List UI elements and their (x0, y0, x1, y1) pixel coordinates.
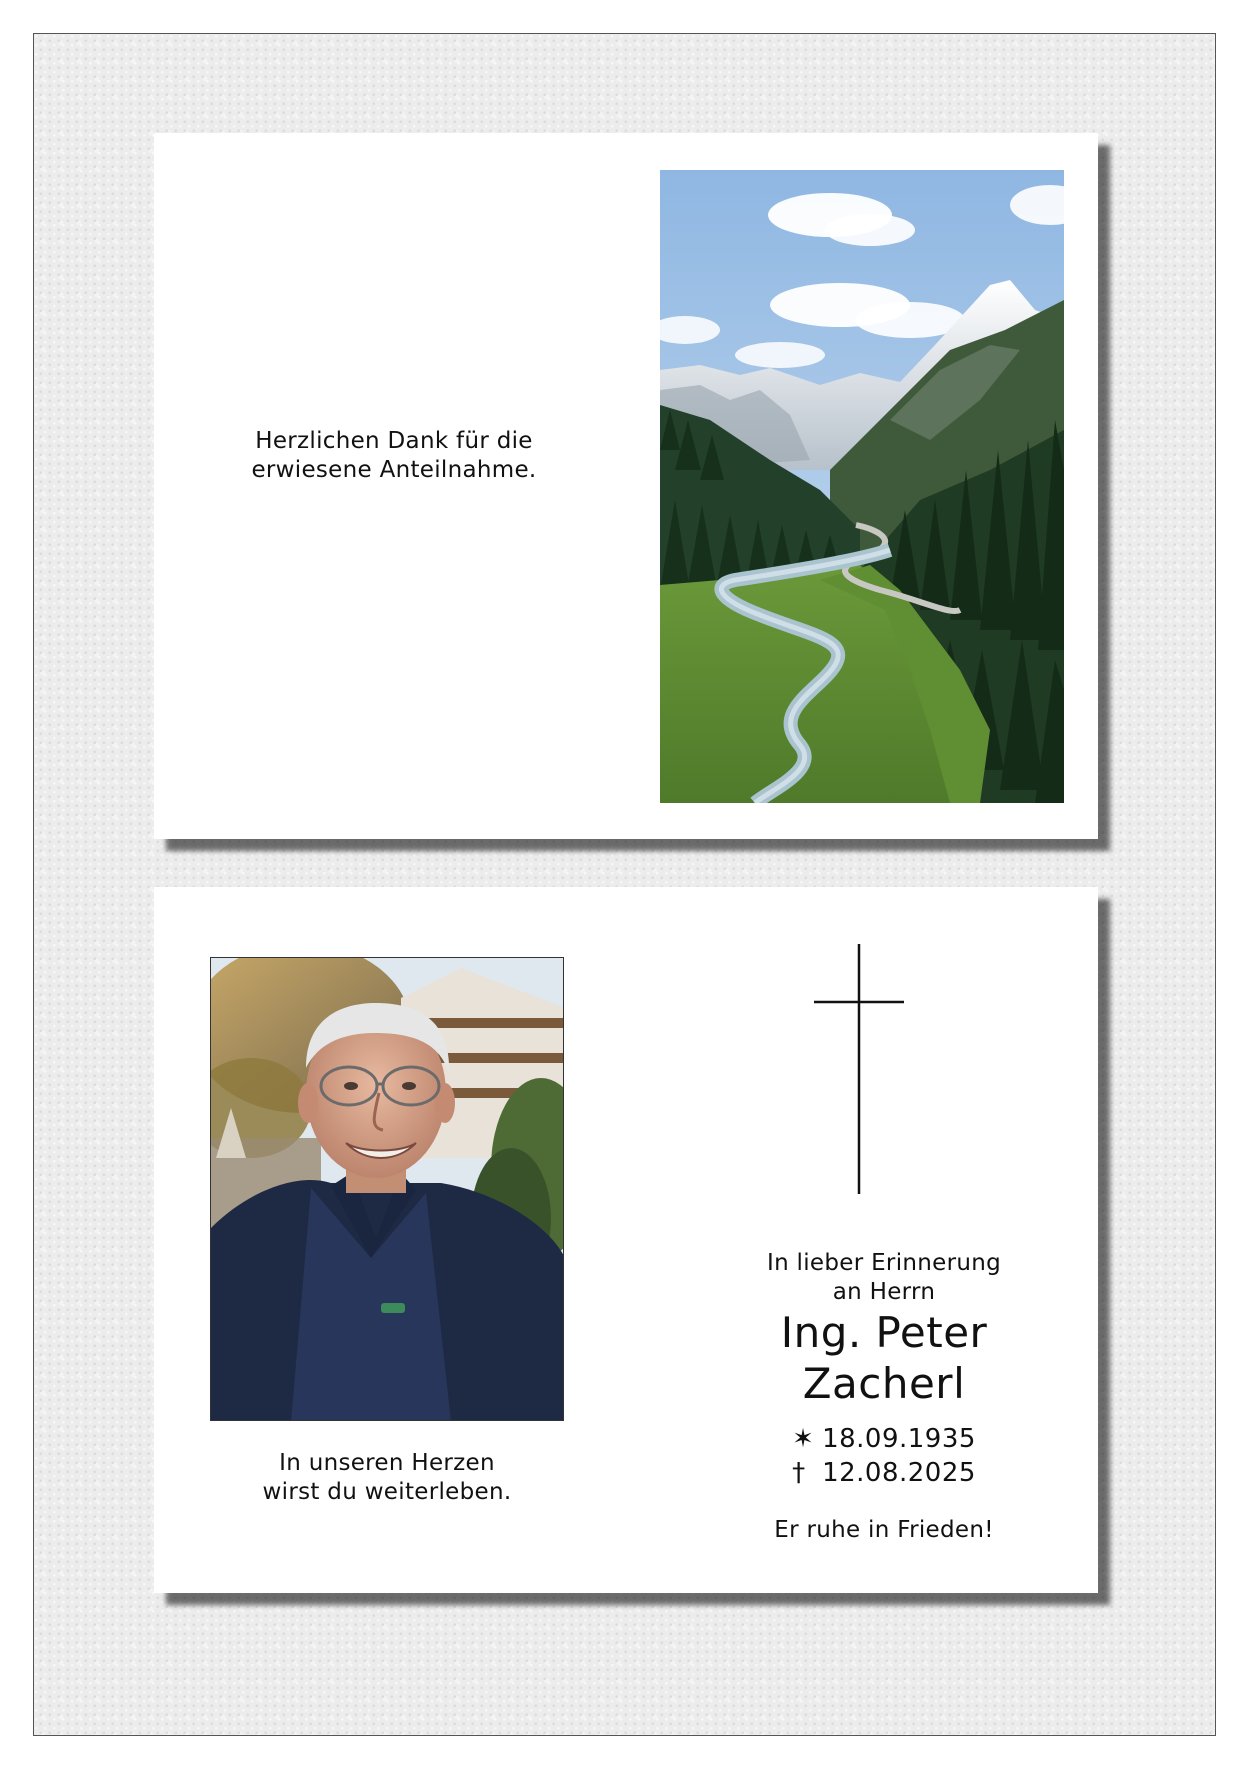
birth-row (694, 1422, 1074, 1456)
birth-star-icon: ✶ (792, 1424, 815, 1454)
death-cross-icon: † (792, 1458, 806, 1488)
heart-line-2: wirst du weiterleben. (262, 1479, 512, 1505)
name-line-2: Zacherl (802, 1359, 966, 1408)
memory-line-1: In lieber Erinnerung (766, 1250, 1001, 1276)
closing-phrase: Er ruhe in Frieden! (774, 1517, 994, 1543)
deceased-name (694, 1307, 1074, 1409)
thanks-line-1: Herzlichen Dank für die (255, 428, 533, 454)
memory-line-2: an Herrn (832, 1279, 936, 1305)
mountain-valley-photo (660, 170, 1064, 803)
heart-message (210, 1449, 564, 1507)
death-row (694, 1456, 1074, 1490)
thanks-message (224, 427, 564, 485)
thanks-line-2: erwiesene Anteilnahme. (251, 457, 537, 483)
life-dates (694, 1422, 1074, 1490)
death-date: 12.08.2025 (822, 1458, 976, 1488)
portrait-photo (210, 957, 564, 1421)
name-line-1: Ing. Peter (780, 1308, 988, 1357)
memorial-card (154, 887, 1098, 1593)
cross-icon (814, 944, 904, 1194)
birth-date: 18.09.1935 (822, 1424, 976, 1454)
thanks-card (154, 133, 1098, 839)
memory-heading (694, 1249, 1074, 1307)
heart-line-1: In unseren Herzen (279, 1450, 495, 1476)
